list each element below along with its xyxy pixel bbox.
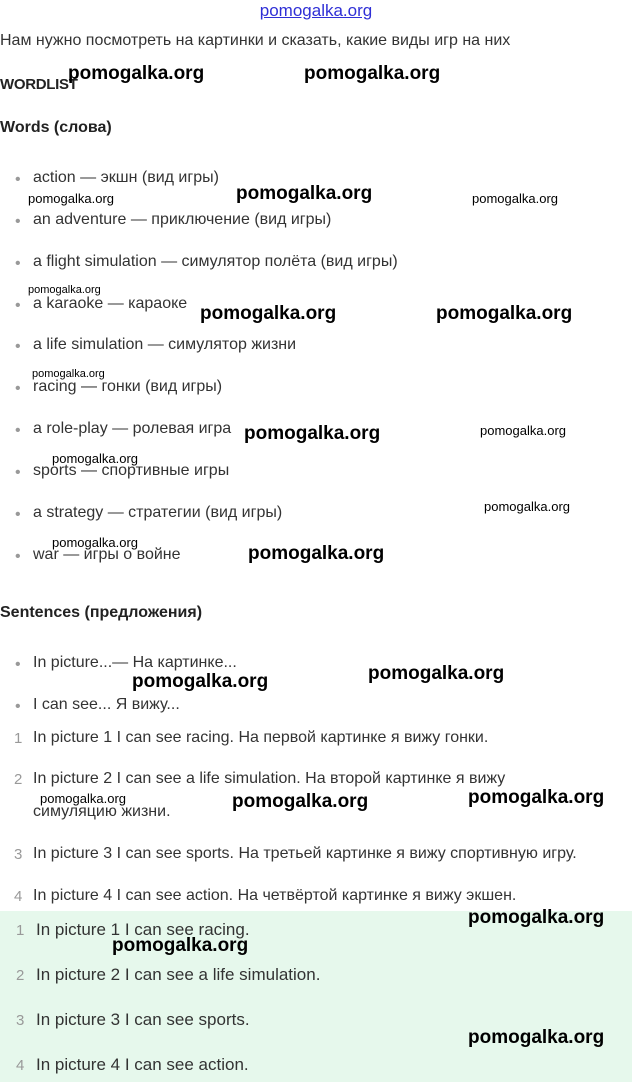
- words-heading: Words (слова): [0, 119, 112, 136]
- watermark: pomogalka.org: [468, 1027, 605, 1048]
- bullet-icon: •: [15, 548, 21, 565]
- watermark: pomogalka.org: [232, 791, 369, 812]
- sentence-number: 1: [14, 730, 23, 747]
- watermark: pomogalka.org: [472, 191, 558, 206]
- word-item: a karaoke — караоке: [33, 295, 188, 312]
- sentence-text-continuation: симуляцию жизни.: [33, 803, 171, 820]
- answer-text: In picture 3 I can see sports.: [36, 1010, 250, 1029]
- watermark: pomogalka.org: [112, 935, 249, 956]
- sentence-number: 4: [14, 888, 23, 905]
- watermark: pomogalka.org: [132, 671, 269, 692]
- intro-text: Нам нужно посмотреть на картинки и сказать, какие виды игр на них: [0, 32, 511, 49]
- header-site-link[interactable]: pomogalka.org: [259, 1, 373, 20]
- word-item: sports — спортивные игры: [33, 462, 230, 479]
- answer-text: In picture 1 I can see racing.: [36, 920, 250, 939]
- watermark: pomogalka.org: [480, 423, 566, 438]
- sentence-number: 2: [14, 771, 23, 788]
- watermark: pomogalka.org: [244, 423, 381, 444]
- word-item: a strategy — стратегии (вид игры): [33, 504, 283, 521]
- answer-text: In picture 4 I can see action.: [36, 1055, 249, 1074]
- answer-number: 3: [16, 1012, 25, 1029]
- word-item: a flight simulation — симулятор полёта (вид игры): [33, 253, 398, 270]
- watermark: pomogalka.org: [32, 368, 105, 380]
- watermark: pomogalka.org: [484, 499, 570, 514]
- bullet-icon: •: [15, 380, 21, 397]
- watermark: pomogalka.org: [28, 191, 114, 206]
- sentence-text: In picture 3 I can see sports. На третьей картинке я вижу спортивную игру.: [33, 845, 577, 862]
- watermark: pomogalka.org: [468, 787, 605, 808]
- watermark: pomogalka.org: [468, 907, 605, 928]
- answer-number: 2: [16, 967, 25, 984]
- sentences-heading: Sentences (предложения): [0, 604, 203, 621]
- watermark: pomogalka.org: [200, 303, 337, 324]
- wordlist-label: WORDLIST: [0, 76, 78, 93]
- watermark: pomogalka.org: [436, 303, 573, 324]
- bullet-icon: •: [15, 255, 21, 272]
- watermark: pomogalka.org: [52, 451, 138, 466]
- sentence-number: 3: [14, 846, 23, 863]
- bullet-icon: •: [15, 464, 21, 481]
- bullet-icon: •: [15, 506, 21, 523]
- word-item: action — экшн (вид игры): [33, 169, 219, 186]
- watermark: pomogalka.org: [28, 284, 101, 296]
- watermark: pomogalka.org: [368, 663, 505, 684]
- bullet-icon: •: [15, 171, 21, 188]
- answer-text: In picture 2 I can see a life simulation.: [36, 965, 321, 984]
- answer-number: 1: [16, 922, 25, 939]
- word-item: an adventure — приключение (вид игры): [33, 211, 332, 228]
- watermark: pomogalka.org: [40, 791, 126, 806]
- watermark: pomogalka.org: [304, 63, 441, 84]
- bullet-icon: •: [15, 656, 21, 673]
- watermark: pomogalka.org: [236, 183, 373, 204]
- watermark: pomogalka.org: [68, 63, 205, 84]
- sentence-bullet: In picture...— На картинке...: [33, 654, 237, 671]
- word-item: a life simulation — симулятор жизни: [33, 336, 297, 353]
- bullet-icon: •: [15, 698, 21, 715]
- sentence-text: In picture 2 I can see a life simulation. На второй картинке я вижу: [33, 770, 506, 787]
- bullet-icon: •: [15, 297, 21, 314]
- bullet-icon: •: [15, 338, 21, 355]
- watermark: pomogalka.org: [52, 535, 138, 550]
- watermark: pomogalka.org: [248, 543, 385, 564]
- word-item: racing — гонки (вид игры): [33, 378, 223, 395]
- sentence-text: In picture 4 I can see action. На четвёртой картинке я вижу экшен.: [33, 887, 517, 904]
- sentence-bullet: I can see... Я вижу...: [33, 696, 180, 713]
- answer-number: 4: [16, 1057, 25, 1074]
- bullet-icon: •: [15, 422, 21, 439]
- bullet-icon: •: [15, 213, 21, 230]
- sentence-text: In picture 1 I can see racing. На первой картинке я вижу гонки.: [33, 729, 489, 746]
- word-item: war — игры о войне: [33, 546, 181, 563]
- word-item: a role-play — ролевая игра: [33, 420, 232, 437]
